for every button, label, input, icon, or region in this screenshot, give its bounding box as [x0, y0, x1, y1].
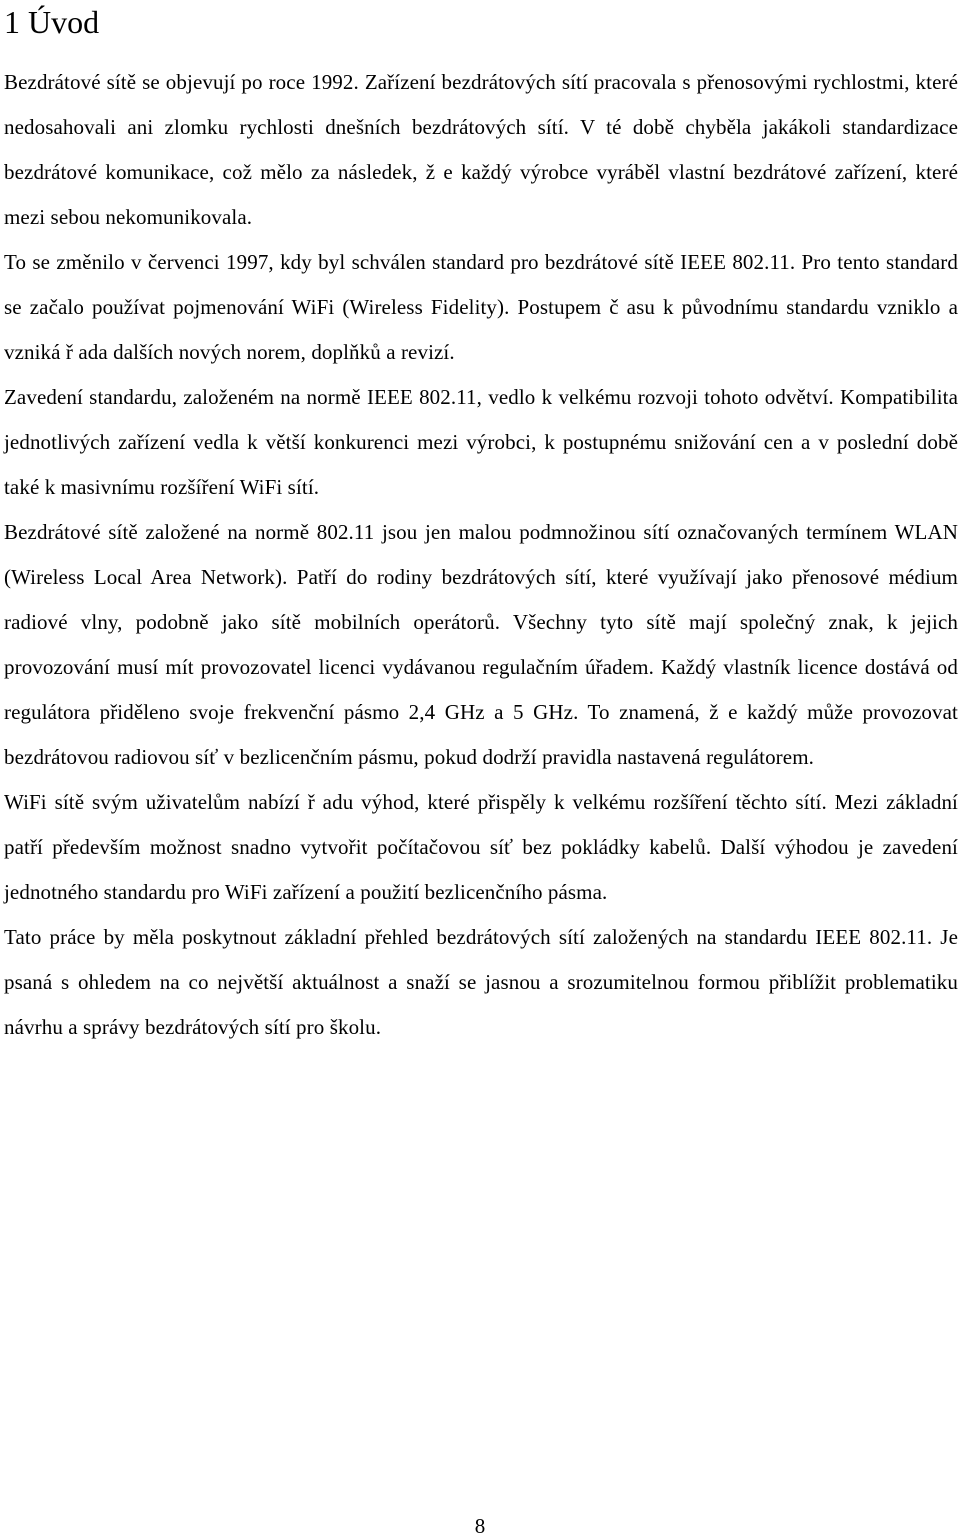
paragraph-5: WiFi sítě svým uživatelům nabízí ř adu výhod, které přispěly k velkému rozšíření těchto sítí. Mezi základní patří především možnost snadno vytvořit počítačovou síť bez pokládky kabelů. Další výhodou je zavedení jednotného standardu pro WiFi zařízení a použití bezlicenčního pásma.: [4, 790, 958, 904]
paragraph-3: Zavedení standardu, založeném na normě IEEE 802.11, vedlo k velkému rozvoji tohoto odvětví. Kompatibilita jednotlivých zařízení vedla k větší konkurenci mezi výrobci, k postupnému snižování cen a v poslední době také k masivnímu rozšíření WiFi sítí.: [4, 385, 958, 499]
page-number: 8: [474, 1514, 486, 1538]
paragraph-4: Bezdrátové sítě založené na normě 802.11 jsou jen malou podmnožinou sítí označovaných termínem WLAN (Wireless Local Area Network). Patří do rodiny bezdrátových sítí, které využívají jako přenosové médium radiové vlny, podobně jako sítě mobilních operátorů. Všechny tyto sítě mají společný znak, k jejich provozování musí mít provozovatel licenci vydávanou regulačním úřadem. Každý vlastník licence dostává od regulátora přiděleno svoje frekvenční pásmo 2,4 GHz a 5 GHz. To znamená, ž e každý může provozovat bezdrátovou radiovou síť v bezlicenčním pásmu, pokud dodrží pravidla nastavená regulátorem.: [4, 520, 958, 769]
paragraph-1: Bezdrátové sítě se objevují po roce 1992. Zařízení bezdrátových sítí pracovala s přenosovými rychlostmi, které nedosahovali ani zlomku rychlosti dnešních bezdrátových sítí. V té době chyběla jakákoli standardizace bezdrátové komunikace, což mělo za následek, ž e každý výrobce vyráběl vlastní bezdrátové zařízení, které mezi sebou nekomunikovala.: [4, 70, 958, 229]
paragraph-2: To se změnilo v červenci 1997, kdy byl schválen standard pro bezdrátové sítě IEEE 802.11. Pro tento standard se začalo používat pojmenování WiFi (Wireless Fidelity). Postupem č asu k původnímu standardu vzniklo a vzniká ř ada dalších nových norem, doplňků a revizí.: [4, 250, 958, 364]
chapter-heading: 1 Úvod: [4, 4, 100, 40]
chapter-body: [4, 60, 958, 1050]
paragraph-6: Tato práce by měla poskytnout základní přehled bezdrátových sítí založených na standardu IEEE 802.11. Je psaná s ohledem na co největší aktuálnost a snaží se jasnou a srozumitelnou formou přiblížit problematiku návrhu a správy bezdrátových sítí pro školu.: [4, 925, 958, 1039]
